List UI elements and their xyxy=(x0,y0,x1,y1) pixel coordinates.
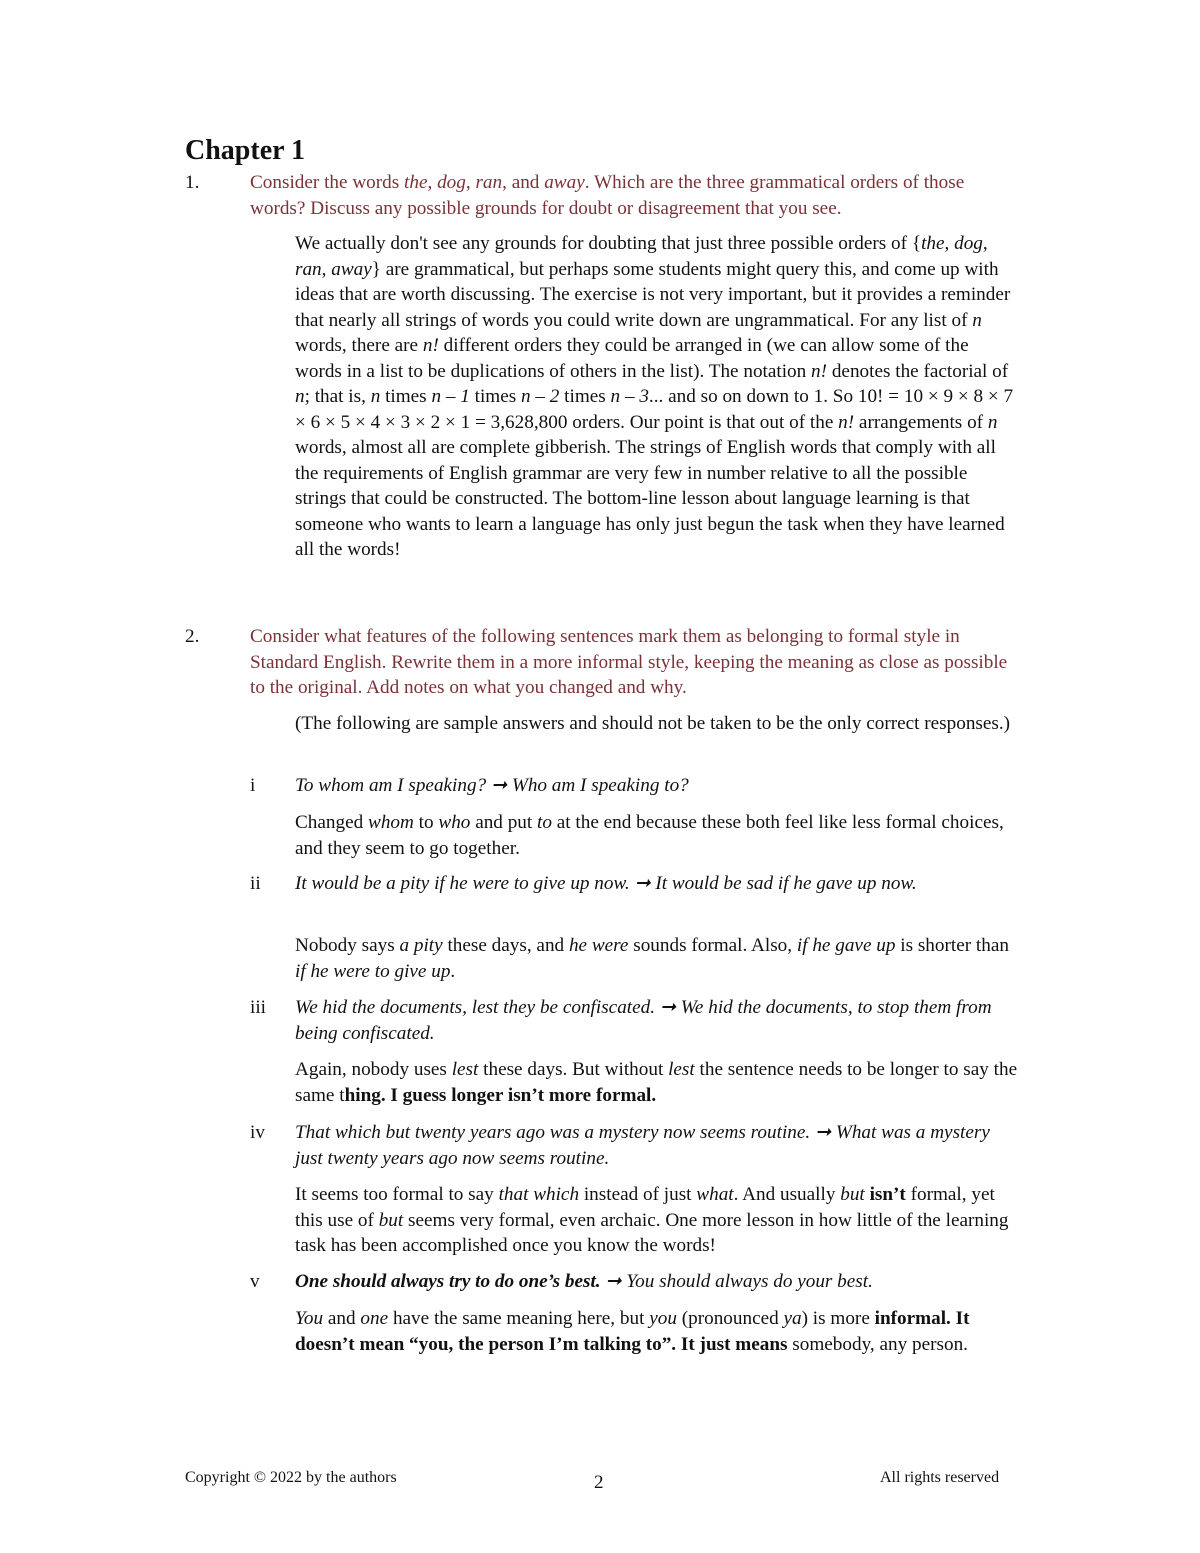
item-i-numeral: i xyxy=(250,775,256,796)
item-iv-numeral: iv xyxy=(250,1122,265,1143)
chapter-title: Chapter 1 xyxy=(185,135,306,166)
item-iii-numeral: iii xyxy=(250,997,266,1018)
item-v-note: You and one have the same meaning here, but you (pronounced ya) is more informal. It doesn’t mean “you, the person I’m talking to”. It just means somebody, any person. xyxy=(295,1308,970,1355)
item-ii-numeral: ii xyxy=(250,873,261,894)
exercise-2-intro: (The following are sample answers and should not be taken to be the only correct responses.) xyxy=(295,713,1011,734)
item-ii-note: Nobody says a pity these days, and he were sounds formal. Also, if he gave up is shorter than if he were to give up. xyxy=(295,935,1009,982)
item-i-note: Changed whom to who and put to at the end because these both feel like less formal choices, and they seem to go together. xyxy=(295,812,1004,859)
footer-rights: All rights reserved xyxy=(880,1469,1000,1486)
item-iii-sentence: We hid the documents, lest they be confiscated. ➞ We hid the documents, to stop them from being confiscated. xyxy=(295,997,992,1044)
item-iv-sentence: That which but twenty years ago was a mystery now seems routine. ➞ What was a mystery just twenty years ago now seems routine. xyxy=(295,1122,990,1169)
footer-copyright: Copyright © 2022 by the authors xyxy=(185,1469,397,1486)
exercise-1-answer: We actually don't see any grounds for doubting that just three possible orders of {the, dog, ran, away} are grammatical, but perhaps some students might query this, and come up with ideas that are worth discussing. The exercise is not very important, but it provides a reminder that nearly all strings of words you could write down are ungrammatical. For any list of n words, there are n! different orders they could be arranged in (we can allow some of the words in a list to be duplications of others in the list). The notation n! denotes the factorial of n; that is, n times n – 1 times n – 2 times n – 3... and so on down to 1. So 10! = 10 × 9 × 8 × 7 × 6 × 5 × 4 × 3 × 2 × 1 = 3,628,800 orders. Our point is that out of the n! arrangements of n words, almost all are complete gibberish. The strings of English words that comply with all the requirements of English grammar are very few in number relative to all the possible strings that could be constructed. The bottom-line lesson about language learning is that someone who wants to learn a language has only just begun the task when they have learned all the words! xyxy=(295,233,1014,560)
item-iii-note: Again, nobody uses lest these days. But without lest the sentence needs to be longer to say the same thing. I guess longer isn’t more formal. xyxy=(295,1059,1018,1106)
exercise-2-number: 2. xyxy=(185,626,200,647)
item-v-sentence: One should always try to do one’s best. ➞ You should always do your best. xyxy=(295,1271,873,1292)
item-ii-sentence: It would be a pity if he were to give up now. ➞ It would be sad if he gave up now. xyxy=(295,873,917,894)
item-v-numeral: v xyxy=(250,1271,260,1292)
item-i-sentence: To whom am I speaking? ➞ Who am I speaking to? xyxy=(295,775,689,796)
item-iv-note: It seems too formal to say that which instead of just what. And usually but isn’t formal, yet this use of but seems very formal, even archaic. One more lesson in how little of the learning task has been accomplished once you know the words! xyxy=(295,1184,1009,1256)
exercise-1-question: Consider the words the, dog, ran, and away. Which are the three grammatical orders of those words? Discuss any possible grounds for doubt or disagreement that you see. xyxy=(250,172,965,219)
exercise-2-question: Consider what features of the following sentences mark them as belonging to formal style in Standard English. Rewrite them in a more informal style, keeping the meaning as close as possible to the original. Add notes on what you changed and why. xyxy=(250,626,1008,698)
page-number: 2 xyxy=(594,1472,604,1493)
exercise-1-number: 1. xyxy=(185,172,200,193)
